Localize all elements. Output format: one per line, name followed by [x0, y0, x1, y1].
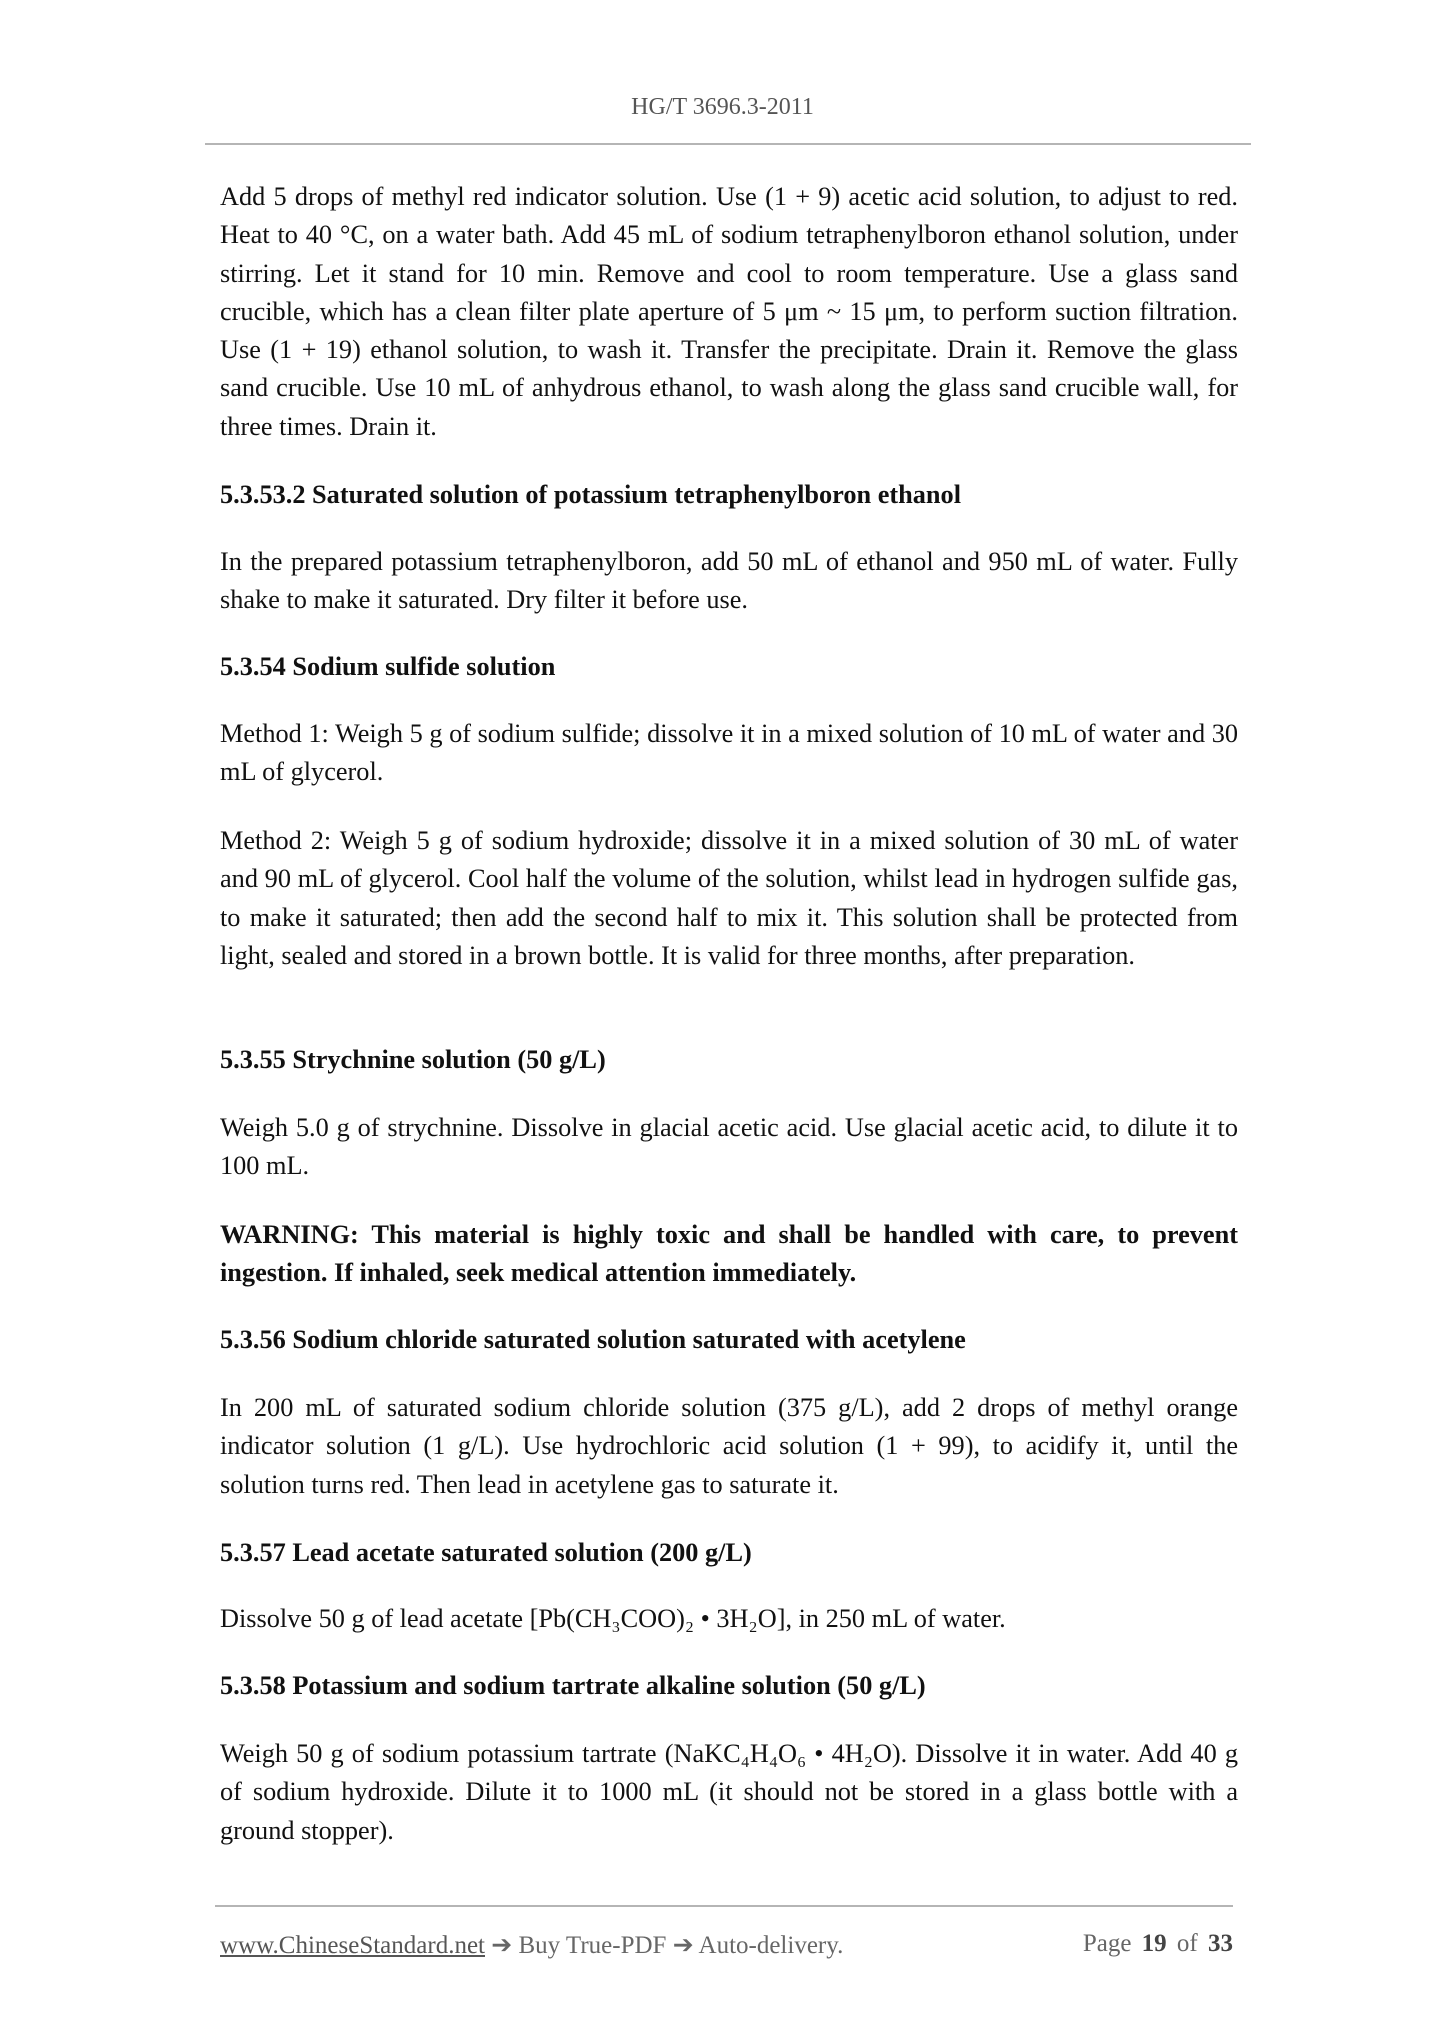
paragraph: Weigh 5.0 g of strychnine. Dissolve in glacial acetic acid. Use glacial acetic acid, to dilute it to 100 mL.	[220, 1113, 1238, 1181]
paragraph: Dissolve 50 g of lead acetate [Pb(CH₃COO)₂ • 3H₂O], in 250 mL of water.	[220, 1604, 1006, 1633]
page-number: 19	[1141, 1930, 1167, 1957]
section-heading-5-3-56: 5.3.56 Sodium chloride saturated solution saturated with acetylene	[220, 1325, 966, 1354]
section-heading-5-3-55: 5.3.55 Strychnine solution (50 g/L)	[220, 1045, 606, 1074]
paragraph: In 200 mL of saturated sodium chloride solution (375 g/L), add 2 drops of methyl orange indicator solution (1 g/L). Use hydrochloric acid solution (1 + 99), to acidify it, until the solution turns red. Then lead in acetylene gas to saturate it.	[220, 1393, 1238, 1499]
of-label: of	[1176, 1930, 1198, 1957]
header-divider	[205, 143, 1251, 145]
document-code-header: HG/T 3696.3-2011	[631, 94, 814, 120]
section-heading-5-3-54: 5.3.54 Sodium sulfide solution	[220, 652, 556, 681]
paragraph: Method 1: Weigh 5 g of sodium sulfide; dissolve it in a mixed solution of 10 mL of water and 30 mL of glycerol.	[220, 719, 1238, 787]
arrow-right-icon: ➔	[491, 1932, 513, 1959]
paragraph: Add 5 drops of methyl red indicator solution. Use (1 + 9) acetic acid solution, to adjust to red. Heat to 40 °C, on a water bath. Add 45 mL of sodium tetraphenylboron ethanol solution, under stirring. Let it stand for 10 min. Remove and cool to room temperature. Use a glass sand crucible, which has a clean filter plate aperture of 5 μm ~ 15 μm, to perform suction filtration. Use (1 + 19) ethanol solution, to wash it. Transfer the precipitate. Drain it. Remove the glass sand crucible. Use 10 mL of anhydrous ethanol, to wash along the glass sand crucible wall, for three times. Drain it.	[220, 182, 1238, 441]
buy-text: Buy True-PDF	[518, 1932, 667, 1959]
website-link[interactable]: www.ChineseStandard.net	[220, 1932, 485, 1959]
paragraph: In the prepared potassium tetraphenylboron, add 50 mL of ethanol and 950 mL of water. Fully shake to make it saturated. Dry filter it before use.	[220, 547, 1238, 615]
warning-text: WARNING: This material is highly toxic and shall be handled with care, to prevent ingestion. If inhaled, seek medical attention immediately.	[220, 1220, 1238, 1288]
footer-promo	[220, 1930, 843, 1960]
section-heading-5-3-57: 5.3.57 Lead acetate saturated solution (200 g/L)	[220, 1538, 752, 1567]
auto-delivery-text: Auto-delivery.	[698, 1932, 844, 1959]
arrow-right-icon: ➔	[672, 1932, 694, 1959]
footer-divider	[215, 1905, 1233, 1907]
page-total: 33	[1208, 1930, 1233, 1957]
page-indicator	[1083, 1930, 1233, 1958]
section-heading-5-3-58: 5.3.58 Potassium and sodium tartrate alkaline solution (50 g/L)	[220, 1671, 926, 1700]
paragraph: Weigh 50 g of sodium potassium tartrate (NaKC₄H₄O₆ • 4H₂O). Dissolve it in water. Add 40 g of sodium hydroxide. Dilute it to 1000 mL (it should not be stored in a glass bottle with a ground stopper).	[220, 1739, 1238, 1845]
page-label: Page	[1082, 1930, 1132, 1957]
paragraph: Method 2: Weigh 5 g of sodium hydroxide; dissolve it in a mixed solution of 30 mL of water and 90 mL of glycerol. Cool half the volume of the solution, whilst lead in hydrogen sulfide gas, to make it saturated; then add the second half to mix it. This solution shall be protected from light, sealed and stored in a brown bottle. It is valid for three months, after preparation.	[220, 826, 1238, 970]
section-heading-5-3-53-2: 5.3.53.2 Saturated solution of potassium tetraphenylboron ethanol	[220, 480, 962, 509]
